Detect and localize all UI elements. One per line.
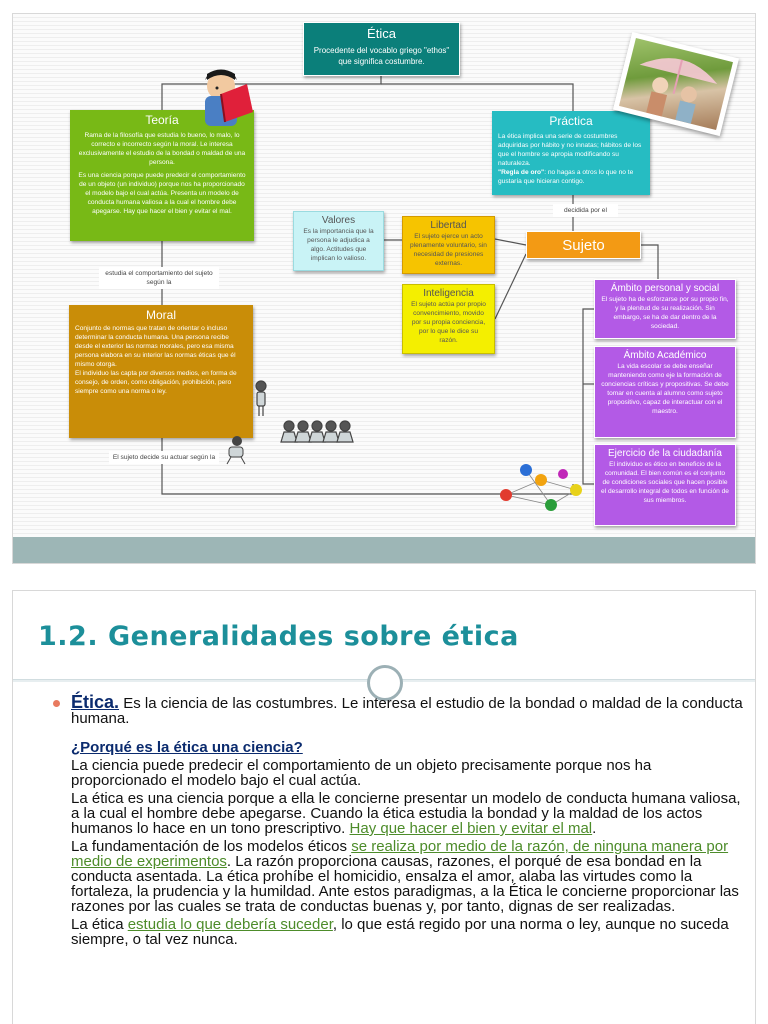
sujeto-decide-label: El sujeto decide su actuar según la	[109, 451, 219, 464]
deberia-suceder-highlight: estudia lo que debería suceder	[127, 916, 333, 933]
ambito-academico-box	[594, 346, 736, 438]
paragraph-modelo-end: .	[592, 820, 597, 837]
valores-box	[293, 211, 384, 271]
paragraph-fundamentacion-start: La fundamentación de los modelos éticos	[71, 838, 352, 855]
etica-definition	[71, 692, 743, 727]
decidida-por-label: decidida por el	[553, 204, 618, 217]
paragraph-fundamentacion-end: . La razón proporciona causas, razones, el porqué de esa bondad en la conducta asentada. La ética prohíbe el homicidio, ensalza el amor, alaba las virtudes como la fortaleza, la prudencia y la humildad. Ante estos paradigmas, a la Ética le concierne proporcionar las razones por las cuales se trata de conductas buenas y, por tanto, dignas de ser realizadas.	[71, 853, 739, 915]
ambito-personal-box	[594, 279, 736, 339]
libertad-box	[402, 216, 495, 274]
practica-body-2: : no hagas a otros lo que no te gustaría que hicieran contigo.	[498, 169, 634, 185]
sujeto-box	[526, 231, 641, 259]
moral-title: Moral	[145, 308, 176, 322]
practica-body-1: La ética implica una serie de costumbres adquiridas por hábito y no innatas; hábitos de los que el hombre se apropia modificando su naturaleza.	[498, 133, 642, 167]
bullet-icon	[53, 700, 60, 707]
estudia-label: estudia el comportamiento del sujeto según la	[99, 267, 219, 289]
generalidades-slide	[12, 590, 756, 1024]
inteligencia-title: Inteligencia	[423, 288, 474, 299]
ciudadania-title: Ejercicio de la ciudadanía	[608, 448, 722, 459]
etica-body: Procedente del vocablo griego "ethos" que significa costumbre.	[313, 46, 450, 66]
ciudadania-body: El individuo es ético en beneficio de la comunidad. El bien común es el conjunto de condiciones sociales que hacen posible el desarrollo integral de todos en función de sus miembros.	[601, 461, 729, 504]
paragraph-deberia	[71, 917, 743, 947]
question-heading: ¿Porqué es la ética una ciencia?	[71, 739, 303, 756]
paragraph-fundamentacion	[71, 839, 743, 914]
razon-highlight: se realiza por medio de la razón, de ninguna manera por medio de experimentos	[71, 838, 729, 870]
ambito-academico-title: Ámbito Académico	[623, 350, 707, 361]
slide-body	[53, 692, 743, 950]
etica-definition-text: Es la ciencia de las costumbres. Le interesa el estudio de la bondad o maldad de la conducta humana.	[71, 695, 743, 727]
practica-body	[492, 128, 650, 186]
regla-de-oro-label: "Regla de oro"	[498, 169, 545, 176]
bien-mal-highlight: Hay que hacer el bien y evitar el mal	[349, 820, 593, 837]
paragraph-modelo-text: La ética es una ciencia porque a ella le concierne presentar un modelo de conducta humana valiosa, a la cual el hombre debe apegarse. Cuando la ética estudia la bondad y la maldad de los actos humanos lo hace en un tono prescriptivo.	[71, 790, 741, 837]
ciudadania-box	[594, 444, 736, 526]
inteligencia-box	[402, 284, 495, 354]
teoria-title: Teoría	[145, 113, 179, 127]
ambito-academico-body: La vida escolar se debe enseñar manteniendo como eje la formación de conciencias críticas y propositivas. Se debe tomar en cuenta al alumno como sujeto propositivo, capaz de interactuar con el maestro.	[601, 363, 729, 415]
valores-body: Es la importancia que la persona le adjudica a algo. Actitudes que implican lo valioso.	[303, 228, 374, 262]
teoria-body-2: Es una ciencia porque puede predecir el comportamiento de un objeto (un individuo) porque nos ha proporcionado el modelo bajo el cual actúa. Presenta un modelo de conducta humana valiosa a la cual el hombre debe apegarse. Hay que hacer el bien y evitar el mal.	[78, 172, 246, 215]
libertad-title: Libertad	[430, 220, 467, 231]
practica-title: Práctica	[549, 114, 593, 128]
etica-title: Ética	[367, 26, 396, 41]
moral-body-2: El individuo las capta por diversos medios, en forma de consejo, de orden, como obligación, prohibición, pero siempre como una norma o ley.	[75, 370, 237, 395]
slide-title: 1.2. Generalidades sobre ética	[38, 621, 519, 652]
inteligencia-body: El sujeto actúa por propio convencimiento, movido por su propia conciencia, por lo que le dice su razón.	[411, 301, 486, 344]
paragraph-modelo	[71, 791, 743, 836]
ambito-personal-title: Ámbito personal y social	[610, 283, 720, 294]
moral-box	[69, 305, 253, 438]
slide-footer-band	[13, 537, 756, 564]
ambito-personal-body: El sujeto ha de esforzarse por su propio fin, y la plenitud de su realización. Sin embargo, se ha de dar dentro de la sociedad.	[601, 296, 729, 330]
etica-box	[303, 22, 460, 76]
people-network-illustration	[491, 460, 591, 520]
libertad-body: El sujeto ejerce un acto plenamente voluntario, sin necesidad de presiones externas.	[410, 233, 487, 267]
etica-term: Ética.	[71, 692, 120, 712]
valores-title: Valores	[321, 215, 356, 226]
paragraph-ciencia: La ciencia puede predecir el comportamiento de un objeto precisamente porque nos ha proporcionado el modelo bajo el cual actúa.	[71, 757, 652, 789]
reading-person-illustration	[191, 66, 261, 138]
mind-map-slide	[12, 13, 756, 564]
teoria-body-1: Rama de la filosofía que estudia lo bueno, lo malo, lo correcto e incorrecto según la moral. Le interesa exclusivamente el estudio de la bondad o maldad de una persona.	[78, 132, 246, 166]
moral-body-1: Conjunto de normas que tratan de orientar o incluso determinar la conducta humana. Una persona recibe desde el exterior las normas morales, pero esa misma persona elabora en su interior las normas éticas que él mismo otorga.	[75, 325, 236, 368]
sujeto-title: Sujeto	[562, 237, 605, 254]
child-thinking-illustration	[221, 434, 251, 466]
practica-box	[492, 111, 650, 195]
paragraph-deberia-end: , lo que está regido por una norma o ley, aunque no suceda siempre, o tal vez nunca.	[71, 916, 729, 948]
children-group-illustration	[251, 376, 361, 448]
paragraph-deberia-start: La ética	[71, 916, 128, 933]
